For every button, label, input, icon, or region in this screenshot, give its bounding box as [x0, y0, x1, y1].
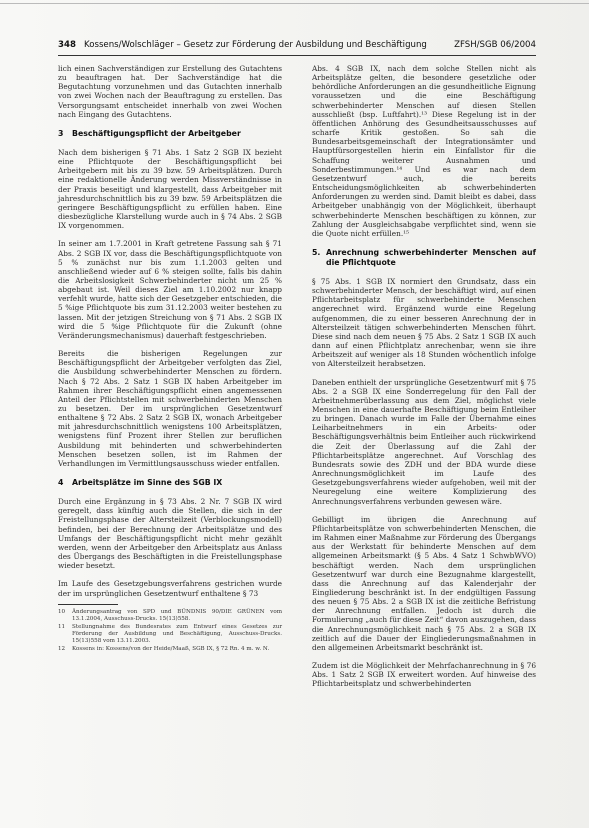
paragraph: Durch eine Ergänzung in § 73 Abs. 2 Nr. 7 SGB IX wird geregelt, dass künftig auch die Stellen, die sich in der Freistellungsphase der Altersteilzeit (Verblockungsmodell) befinden, bei der Berechnung der Arbeitsplätze und des Umfangs der Beschäftigungspflicht nicht mehr gezählt werden, wenn der Arbeitgeber den Arbeitsplatz aus Anlass des Übergangs des Beschäftigten in die Freistellungsphase wieder besetzt. — [58, 497, 282, 571]
page-number: 348 — [58, 40, 76, 50]
paragraph: Zudem ist die Möglichkeit der Mehrfachanrechnung in § 76 Abs. 1 Satz 2 SGB IX erweitert worden. Auf hinweise des Pflichtarbeitsplatz und schwerbehinderten — [312, 661, 536, 689]
paragraph: Daneben enthielt der ursprüngliche Gesetzentwurf mit § 75 Abs. 2 a SGB IX eine Sonderregelung für den Fall der Arbeitnehmerüberlassung aus dem Ziel, möglichst viele Menschen in eine dauerhafte Beschäftigung beim Entleiher zu bringen. Danach wurde im Falle der Übernahme eines Leiharbeitnehmers in ein Arbeits- oder Beschäftigungsverhältnis beim Entleiher auch rückwirkend die Zeit der Überlassung auf die Zahl der Pflichtarbeitsplätze angerechnet. Auf Vorschlag des Bundesrats sowie des ZDH und der BDA wurde diese Anrechnungsmöglichkeit im Laufe des Gesetzgebungsverfahrens wieder aufgehoben, weil mit der Neuregelung eine weitere Komplizierung des Anrechnungsverfahrens verbunden gewesen wäre. — [312, 377, 536, 506]
top-crop-line — [0, 3, 589, 5]
paragraph: lich einen Sachverständigen zur Erstellung des Gutachtens zu beauftragen hat. Der Sachverständige hat die Begutachtung vorzunehmen und das Gutachten innerhalb von zwei Wochen nach der Beauftragung zu erstellen. Das Versorgungsamt entscheidet innerhalb von zwei Wochen nach Eingang des Gutachtens. — [58, 64, 282, 119]
footnote — [58, 646, 282, 653]
footnote-number: 11 — [58, 623, 66, 630]
section-title: Arbeitsplätze im Sinne des SGB IX — [72, 478, 223, 488]
paragraph: Bereits die bisherigen Regelungen zur Beschäftigungspflicht der Arbeitgeber verfolgten das Ziel, die Ausbildung schwerbehinderter Menschen zu fördern. Nach § 72 Abs. 2 Satz 1 SGB IX haben Arbeitgeber im Rahmen ihrer Beschäftigungspflicht einen angemessenen Anteil der Pflichtstellen mit schwerbehinderten Menschen zu besetzen. Der im ursprünglichen Gesetzentwurf enthaltene § 72 Abs. 2 Satz 2 SGB IX, wonach Arbeitgeber mit jahresdurchschnittlich wenigstens 100 Arbeitsplätzen, wenigstens fünf Prozent ihrer Stellen zur beruflichen Ausbildung mit behinderten und schwerbehinderten Menschen besetzen sollen, ist im Rahmen der Verhandlungen im Vermittlungsausschuss wieder entfallen. — [58, 349, 282, 468]
footnote — [58, 624, 282, 645]
section-heading-5 — [312, 248, 536, 268]
header-rule — [58, 55, 536, 56]
section-number: 3 — [58, 128, 64, 138]
footnote-number: 10 — [58, 608, 66, 615]
footnote-text: Stellungnahme des Bundesrates zum Entwurf eines Gesetzes zur Förderung der Ausbildung und Beschäftigung, Ausschuss-Drucks. 15(13)558 vom 13.11.2003. — [72, 623, 282, 644]
paragraph: Abs. 4 SGB IX, nach dem solche Stellen nicht als Arbeitsplätze gelten, die besondere gesetzliche oder behördliche Anforderungen an die gesundheitliche Eignung voraussetzen und die eine Beschäftigung schwerbehinderter Menschen auf diesen Stellen ausschließt (bsp. Luftfahrt).¹³ Diese Regelung ist in der öffentlichen Anhörung des Gesundheitsausschusses auf scharfe Kritik gestoßen. So sah die Bundesarbeitsgemeinschaft der Integrationsämter und Hauptfürsorgestellen hierin ein Einfallstor für die Schaffung weiterer Ausnahmen und Sonderbestimmungen.¹⁴ Und es war nach dem Gesetzentwurf auch, die bereits Entscheidungsmöglichkeiten ab schwerbehinderten Anforderungen zu werden sind. Damit bleibt es dabei, dass Arbeitgeber unabhängig von der Möglichkeit, überhaupt schwerbehinderte Menschen beschäftigen zu können, zur Zahlung der Ausgleichsabgabe verpflichtet sind, wenn sie die Quote nicht erfüllen.¹⁵ — [312, 64, 536, 238]
paragraph: Gebilligt im übrigen die Anrechnung auf Pflichtarbeitsplätze von schwerbehinderten Menschen, die im Rahmen einer Maßnahme zur Förderung des Übergangs aus der Werkstatt für behinderte Menschen auf dem allgemeinen Arbeitsmarkt (§ 5 Abs. 4 Satz 1 SchwbWVO) beschäftigt werden. Nach dem ursprünglichen Gesetzentwurf war durch eine Bezugnahme klargestellt, dass die Anrechnung auf das Kalenderjahr der Eingliederung beschränkt ist. In der endgültigen Fassung des neuen § 75 Abs. 2 a SGB IX ist die zeitliche Befristung der Anrechnung entfallen. Jedoch ist durch die Formulierung „auch für diese Zeit“ davon auszugehen, dass die Anrechnungsmöglichkeit nach § 75 Abs. 2 a SGB IX zeitlich auf die Dauer der Eingliederungsmaßnahmen in den allgemeinen Arbeitsmarkt beschränkt ist. — [312, 514, 536, 652]
paragraph: Im Laufe des Gesetzgebungsverfahrens gestrichen wurde der im ursprünglichen Gesetzentwurf enthaltene § 73 — [58, 579, 282, 598]
footnote-text: Änderungsantrag von SPD und BÜNDNIS 90/DIE GRÜNEN vom 13.1.2004, Ausschuss-Drucks. 15(13)558. — [72, 608, 282, 622]
section-heading-4 — [58, 478, 282, 488]
section-heading-3 — [58, 129, 282, 139]
page-header — [58, 40, 536, 56]
running-title: Kossens/Wolschläger – Gesetz zur Förderung der Ausbildung und Beschäftigung — [84, 40, 427, 50]
footnote-number: 12 — [58, 645, 66, 652]
footnote — [58, 609, 282, 623]
section-title: Anrechnung schwerbehinderter Menschen auf die Pflichtquote — [326, 247, 536, 267]
section-number: 5. — [312, 247, 321, 257]
left-column — [58, 64, 282, 654]
paragraph: § 75 Abs. 1 SGB IX normiert den Grundsatz, dass ein schwerbehinderter Mensch, der beschäftigt wird, auf einen Pflichtarbeitsplatz für schwerbehinderte Menschen angerechnet wird. Ergänzend wurde eine Regelung aufgenommen, die zu einer besseren Anrechnung der in Altersteilzeit tätigen schwerbehinderten Menschen führt. Diese sind nach dem neuen § 75 Abs. 2 Satz 1 SGB IX auch dann auf einen Pflichtplatz anrechenbar, wenn sie ihre Arbeitszeit auf weniger als 18 Stunden wöchentlich infolge von Altersteilzeit herabsetzen. — [312, 276, 536, 369]
paragraph: Nach dem bisherigen § 71 Abs. 1 Satz 2 SGB IX bezieht eine Pflichtquote der Beschäftigungspflicht bei Arbeitgebern mit bis zu 39 bzw. 59 Arbeitsplätzen. Durch eine redaktionelle Änderung werden Missverständnisse in der Praxis beseitigt und klargestellt, dass Arbeitgeber mit jahresdurchschnittlich bis zu 39 bzw. 59 Arbeitsplätzen die geringere Beschäftigungspflicht zu erfüllen haben. Eine diesbezügliche Klarstellung wurde auch in § 74 Abs. 2 SGB IX vorgenommen. — [58, 147, 282, 231]
paragraph: In seiner am 1.7.2001 in Kraft getretene Fassung sah § 71 Abs. 2 SGB IX vor, dass die Beschäftigungspflichtquote von 5 % zunächst nur bis zum 1.1.2003 gelten und anschließend wieder auf 6 % steigen sollte, falls bis dahin die Arbeitslosigkeit Schwerbehinderter nicht um 25 % abgebaut ist. Weil dieses Ziel am 1.10.2002 nur knapp verfehlt wurde, hatte sich der Gesetzgeber entschieden, die 5 %ige Pflichtquote bis zum 31.12.2003 weiter bestehen zu lassen. Mit der jetzigen Streichung von § 71 Abs. 2 SGB IX wird die 5 %ige Pflichtquote für die Zukunft (ohne Veränderungsmechanismus) dauerhaft festgeschrieben. — [58, 239, 282, 340]
section-number: 4 — [58, 478, 64, 488]
section-title: Beschäftigungspflicht der Arbeitgeber — [72, 128, 241, 138]
right-column — [312, 64, 536, 698]
journal-reference: ZFSH/SGB 06/2004 — [454, 40, 536, 50]
footnote-rule — [58, 604, 118, 605]
footnote-text: Kossens in: Kossens/von der Heide/Maaß, SGB IX, § 72 Rn. 4 m. w. N. — [72, 645, 270, 652]
